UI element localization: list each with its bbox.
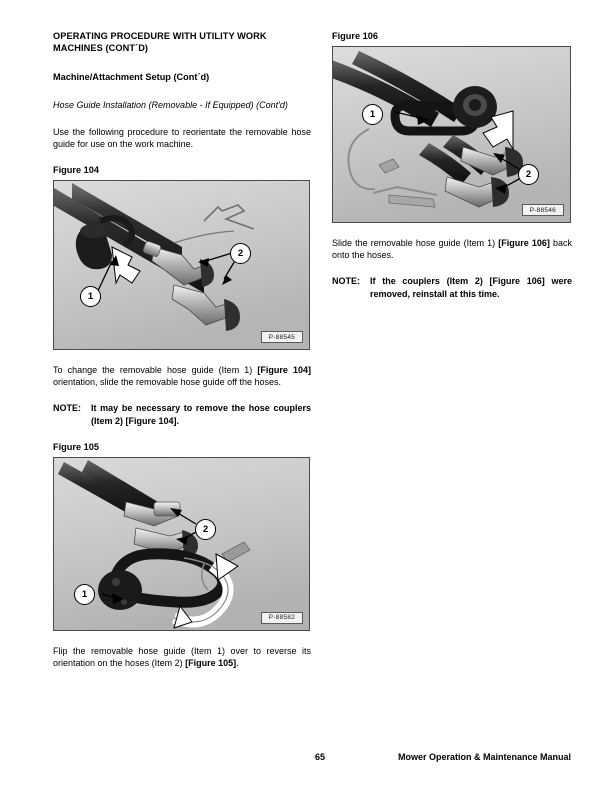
note-1-text: It may be necessary to remove the hose couplers (Item 2) [Figure 104]. (91, 403, 311, 426)
note-2 (332, 275, 572, 299)
right-column (332, 30, 572, 314)
figure-104-reference: [Figure 104] (257, 365, 311, 376)
paragraph-104-text-2: orientation, slide the removable hose guide off the hoses. (53, 377, 281, 388)
paragraph-104-text-1: To change the removable hose guide (Item 1) (53, 365, 258, 376)
procedure-title: Hose Guide Installation (Removable - If Equipped) (Cont'd) (53, 99, 288, 110)
note-2-text: If the couplers (Item 2) [Figure 106] were removed, reinstall at this time. (370, 276, 572, 299)
note-1 (53, 402, 311, 426)
page-footer (53, 748, 571, 762)
paragraph-105-text-1: Flip the removable hose guide (Item 1) over to reverse its orientation on the hoses (Item 2) (53, 645, 311, 669)
left-column (53, 30, 311, 669)
note-2-label: NOTE: (332, 276, 360, 287)
figure-106-illustration (333, 47, 570, 222)
figure-106-reference: [Figure 106] (498, 238, 550, 248)
figure-104-illustration (54, 181, 309, 349)
figure-105-image (53, 457, 310, 631)
figure-106-label: Figure 106 (332, 31, 378, 41)
paragraph-106-text-2: back onto the hoses. (332, 238, 572, 261)
footer-manual-title: Mower Operation & Maintenance Manual (397, 752, 571, 762)
figure-105-callout-2: 2 (195, 519, 216, 540)
figure-105-reference: [Figure 105] (185, 658, 237, 669)
figure-104-callout-1: 1 (80, 286, 101, 307)
footer-page-number: 65 (315, 752, 326, 762)
subsection-title: Machine/Attachment Setup (Cont´d) (53, 72, 210, 83)
paragraph-106-text-1: Slide the removable hose guide (Item 1) (332, 238, 499, 248)
paragraph-after-figure-105 (53, 645, 311, 669)
figure-104-image (53, 180, 310, 350)
figure-106-image (332, 46, 571, 223)
figure-104-label: Figure 104 (53, 165, 99, 176)
figure-106-callout-1: 1 (362, 104, 383, 125)
intro-paragraph: Use the following procedure to reorientate the removable hose guide for use on the work machine. (53, 126, 311, 149)
paragraph-after-figure-106 (332, 237, 572, 261)
page-title: OPERATING PROCEDURE WITH UTILITY WORK MACHINES (CONT´D) (53, 31, 267, 54)
note-1-label: NOTE: (53, 403, 81, 414)
figure-104-callout-2: 2 (230, 243, 251, 264)
figure-105-label: Figure 105 (53, 441, 99, 452)
paragraph-105-text-2: . (236, 658, 239, 669)
figure-104-photo-id: P-88545 (261, 331, 303, 343)
figure-105-illustration (54, 458, 309, 630)
figure-105-callout-1: 1 (74, 584, 95, 605)
figure-106-photo-id: P-88546 (522, 204, 564, 216)
figure-105-photo-id: P-88582 (261, 612, 303, 624)
figure-106-callout-2: 2 (518, 164, 539, 185)
paragraph-after-figure-104 (53, 364, 311, 388)
